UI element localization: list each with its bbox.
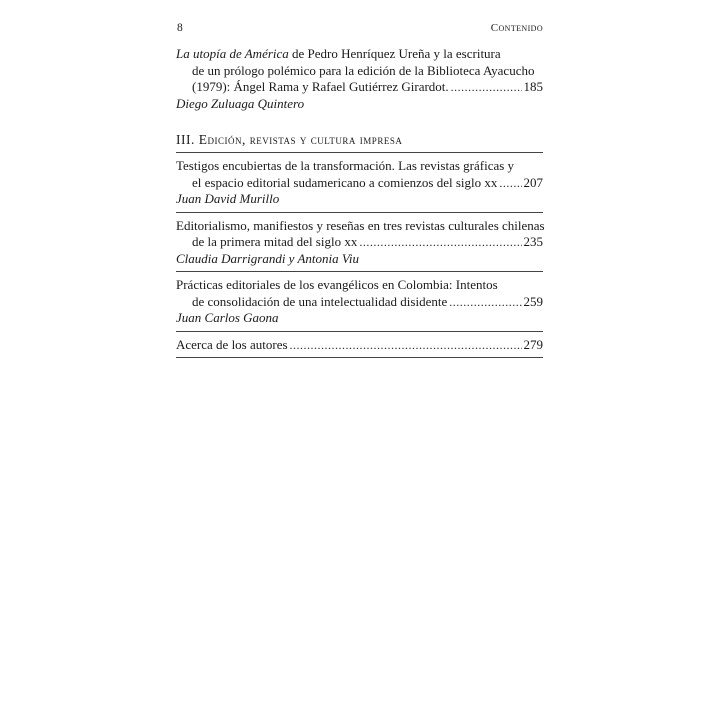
toc-entry	[176, 158, 543, 208]
dot-leader	[359, 234, 521, 251]
page-number: 8	[177, 22, 183, 34]
entry-page-number: 207	[523, 174, 543, 190]
running-head	[177, 22, 543, 38]
entry-title-line	[176, 46, 543, 63]
entry-title-line	[176, 234, 543, 251]
toc-entry-about	[176, 337, 543, 354]
entry-page-number: 235	[523, 234, 543, 249]
running-title: Contenido	[490, 22, 543, 34]
entry-title-line: de un prólogo polémico para la edición de la Biblioteca Ayacucho	[192, 62, 535, 78]
dot-leader	[449, 294, 521, 311]
entry-author: Juan David Murillo	[176, 191, 280, 206]
dot-leader	[451, 79, 522, 96]
entry-title-text: de Pedro Henríquez Ureña y la escritura	[288, 46, 501, 61]
entry-title-italic: La utopía de América	[176, 46, 289, 61]
entry-author: Claudia Darrigrandi y Antonia Viu	[176, 250, 359, 266]
entry-title-line: Testigos encubiertas de la transformación. Las revistas gráficas y	[176, 158, 515, 173]
entry-title-text: de consolidación de una intelectualidad disidente	[192, 293, 448, 309]
toc-entry	[176, 46, 543, 112]
entry-title-line	[176, 294, 543, 311]
entry-title-line: Editorialismo, manifiestos y reseñas en tres revistas culturales chilenas	[176, 217, 545, 233]
dot-leader	[290, 337, 522, 354]
entry-title-text: el espacio editorial sudamericano a comienzos del siglo xx	[192, 174, 498, 190]
entry-title-text: de la primera mitad del siglo xx	[192, 234, 358, 249]
toc-entry	[176, 218, 543, 268]
entry-title-text: (1979): Ángel Rama y Rafael Gutiérrez Girardot.	[192, 79, 449, 94]
section-heading: III. Edición, revistas y cultura impresa	[176, 132, 403, 147]
entry-page-number: 259	[523, 293, 543, 309]
entry-author: Juan Carlos Gaona	[176, 310, 279, 325]
entry-page-number: 279	[523, 336, 543, 352]
entry-title-line	[176, 79, 543, 96]
entry-title-line	[176, 175, 543, 192]
entry-page-number: 185	[523, 79, 543, 94]
entry-title-text: Acerca de los autores	[176, 336, 288, 352]
entry-author: Diego Zuluaga Quintero	[176, 95, 305, 111]
toc-entry	[176, 277, 543, 327]
entry-title-line: Prácticas editoriales de los evangélicos en Colombia: Intentos	[176, 277, 498, 292]
entry-divider	[176, 357, 543, 358]
dot-leader	[499, 175, 521, 192]
table-of-contents	[176, 46, 543, 358]
